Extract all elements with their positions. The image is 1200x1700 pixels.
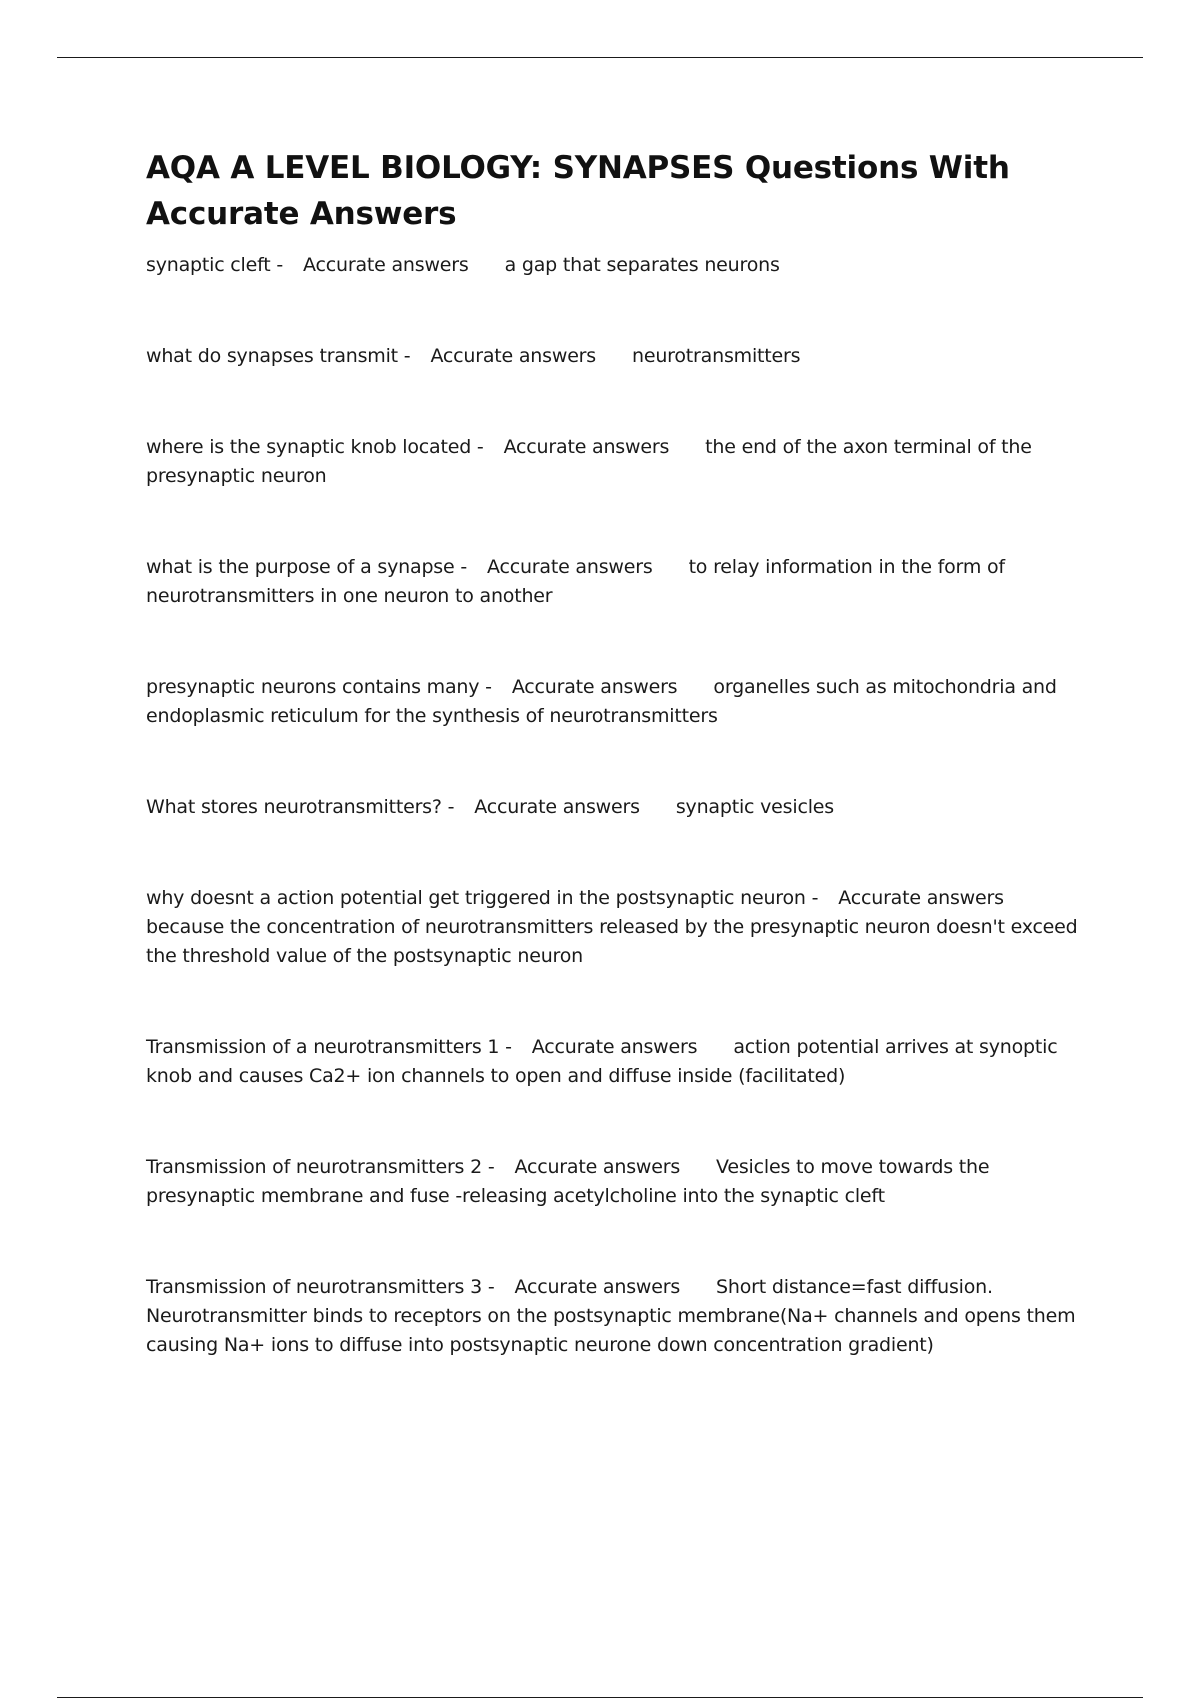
- answer-text: a gap that separates neurons: [504, 254, 780, 276]
- answer-marker: Accurate answers: [487, 556, 653, 578]
- question-text: What stores neurotransmitters? -: [146, 796, 455, 818]
- answer-marker: Accurate answers: [514, 1276, 681, 1298]
- page-title: AQA A LEVEL BIOLOGY: SYNAPSES Questions With Accurate Answers: [146, 150, 1010, 232]
- header-rule: [57, 57, 1143, 58]
- question-text: presynaptic neurons contains many -: [146, 676, 492, 698]
- answer-text: action potential arrives at synoptic knob and causes Ca2+ ion channels to open and diffuse inside (facilitated): [146, 1036, 1058, 1087]
- answer-marker: Accurate answers: [503, 436, 670, 458]
- qa-item: [146, 1033, 1086, 1091]
- qa-item: [146, 433, 1086, 491]
- qa-item: [146, 553, 1086, 611]
- question-text: Transmission of neurotransmitters 2 -: [146, 1156, 495, 1178]
- answer-text: to relay information in the form of neurotransmitters in one neuron to another: [146, 556, 1005, 607]
- qa-item: [146, 342, 1086, 371]
- answer-marker: Accurate answers: [514, 1156, 681, 1178]
- qa-item: [146, 251, 1086, 280]
- answer-marker: Accurate answers: [474, 796, 640, 818]
- answer-text: because the concentration of neurotransmitters released by the presynaptic neuron doesn't exceed the threshold value of the postsynaptic neuron: [146, 916, 1078, 967]
- answer-marker: Accurate answers: [511, 676, 678, 698]
- answer-text: synaptic vesicles: [675, 796, 834, 818]
- answer-marker: Accurate answers: [838, 887, 1004, 909]
- answer-text: Vesicles to move towards the presynaptic membrane and fuse -releasing acetylcholine into the synaptic cleft: [146, 1156, 990, 1207]
- question-text: what do synapses transmit -: [146, 345, 411, 367]
- question-text: synaptic cleft -: [146, 254, 284, 276]
- question-text: where is the synaptic knob located -: [146, 436, 484, 458]
- qa-item: [146, 793, 1086, 822]
- answer-text: neurotransmitters: [632, 345, 801, 367]
- qa-item: [146, 884, 1086, 971]
- answer-marker: Accurate answers: [531, 1036, 698, 1058]
- qa-list: [146, 251, 1086, 1360]
- answer-text: organelles such as mitochondria and endoplasmic reticulum for the synthesis of neurotransmitters: [146, 676, 1057, 727]
- answer-text: the end of the axon terminal of the presynaptic neuron: [146, 436, 1032, 487]
- footer-rule: [57, 1697, 1143, 1698]
- question-text: what is the purpose of a synapse -: [146, 556, 467, 578]
- answer-marker: Accurate answers: [303, 254, 469, 276]
- question-text: Transmission of neurotransmitters 3 -: [146, 1276, 495, 1298]
- qa-item: [146, 673, 1086, 731]
- answer-text: Short distance=fast diffusion. Neurotransmitter binds to receptors on the postsynaptic membrane(Na+ channels and opens them causing Na+ ions to diffuse into postsynaptic neurone down concentration gradient): [146, 1276, 1076, 1356]
- qa-item: [146, 1153, 1086, 1211]
- qa-item: [146, 1273, 1086, 1360]
- document-body: [146, 145, 1086, 1422]
- answer-marker: Accurate answers: [430, 345, 596, 367]
- question-text: why doesnt a action potential get triggered in the postsynaptic neuron -: [146, 887, 819, 909]
- question-text: Transmission of a neurotransmitters 1 -: [146, 1036, 512, 1058]
